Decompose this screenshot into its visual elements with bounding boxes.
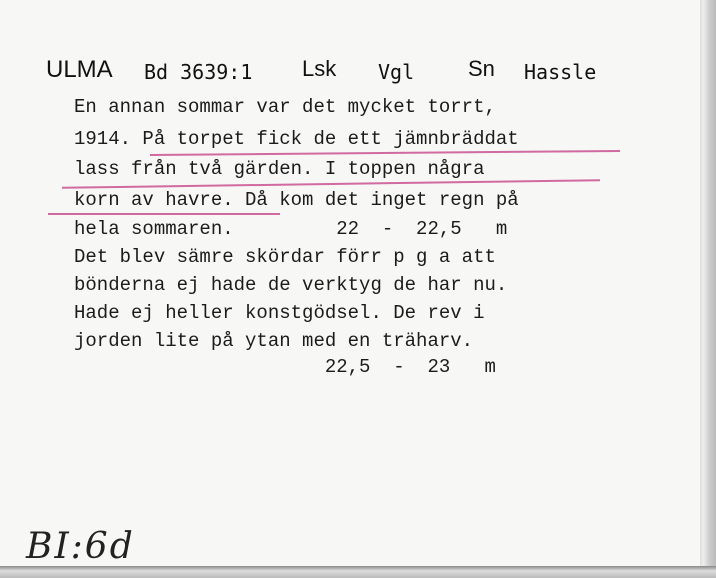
socken-label: Sn — [468, 56, 495, 81]
text-line-10: 22,5 - 23 m — [74, 356, 496, 378]
text-line-4: korn av havre. Då kom det inget regn på — [74, 189, 519, 211]
underline-2 — [62, 179, 600, 189]
text-line-5: hela sommaren. 22 - 22,5 m — [74, 218, 508, 240]
text-line-9: jorden lite på ytan med en träharv. — [74, 330, 474, 352]
text-line-8: Hade ej heller konstgödsel. De rev i — [74, 302, 485, 324]
landskap-label: Lsk — [302, 56, 337, 81]
text-line-6: Det blev sämre skördar förr p g a att — [74, 246, 496, 268]
archive-label: ULMA — [46, 56, 113, 83]
card-edge-right — [700, 0, 716, 578]
text-line-1: En annan sommar var det mycket torrt, — [74, 96, 496, 118]
underline-3 — [48, 213, 280, 215]
text-line-3: lass från två gärden. I toppen några — [74, 158, 485, 180]
socken-value: Hassle — [524, 60, 597, 84]
text-line-7: bönderna ej hade de verktyg de har nu. — [74, 274, 508, 296]
handwritten-mark: BI:6d — [26, 526, 135, 567]
card-edge-bottom — [0, 566, 716, 578]
landskap-value: Vgl — [378, 60, 415, 84]
underline-1 — [150, 150, 620, 156]
text-line-2: 1914. På torpet fick de ett jämnbräddat — [74, 128, 519, 150]
record-number: Bd 3639:1 — [144, 60, 253, 84]
